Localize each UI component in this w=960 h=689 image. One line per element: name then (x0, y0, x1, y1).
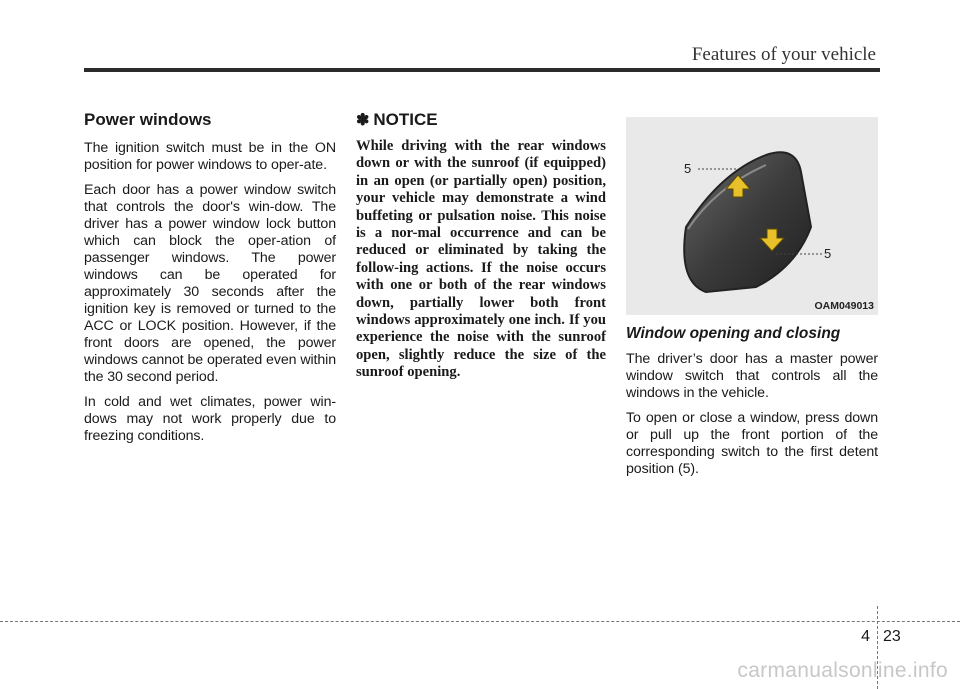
label-top: 5 (684, 161, 692, 176)
notice-body: While driving with the rear windows down or with the sunroof (if equipped) in an open (or partially open) position, your vehicle may demonstrate a wind buffeting or pulsation noise. This noise is a nor-mal occurrence and can be reduced or eliminated by taking the follow-ing actions. If the noise occurs with one or both of the rear windows down, partially lower both front windows approximately one inch. If you experience the noise with the sunroof open, slightly reduce the size of the sunroof opening. (356, 138, 606, 381)
footer-rule (0, 621, 960, 622)
window-switch-illustration (626, 117, 878, 315)
section-heading: Power windows (84, 110, 212, 129)
window-section (626, 113, 878, 486)
header-rule (84, 68, 880, 72)
window-switch-figure (626, 117, 878, 315)
paragraph: The ignition switch must be in the ON position for power windows to oper-ate. (84, 140, 336, 173)
figure-code: OAM049013 (814, 300, 874, 312)
page-number: 23 (883, 628, 901, 645)
paragraph: In cold and wet climates, power win-dows may not work properly due to freezing conditions. (84, 394, 336, 444)
paragraph: The driver’s door has a master power window switch that controls all the windows in the vehicle. (626, 351, 878, 401)
running-header-title: Features of your vehicle (691, 44, 876, 65)
chapter-number: 4 (861, 628, 870, 645)
notice-section (356, 110, 606, 382)
notice-star-icon: ✽ (356, 112, 370, 129)
paragraph: To open or close a window, press down or pull up the front portion of the corresponding switch to the first detent position (5). (626, 410, 878, 477)
subsection-heading: Window opening and closing (626, 325, 841, 342)
watermark-text: carmanualsonline.info (737, 659, 948, 682)
label-bottom: 5 (824, 246, 832, 261)
notice-title: NOTICE (373, 110, 438, 129)
power-windows-section (84, 110, 336, 453)
notice-heading (356, 110, 606, 130)
paragraph: Each door has a power window switch that controls the door's win-dow. The driver has a power window lock button which can block the oper-ation of passenger windows. The power windows can be operated for approximately 30 seconds after the ignition key is removed or turned to the ACC or LOCK position. However, if the front doors are opened, the power windows cannot be operated even within the 30 second period. (84, 182, 336, 385)
